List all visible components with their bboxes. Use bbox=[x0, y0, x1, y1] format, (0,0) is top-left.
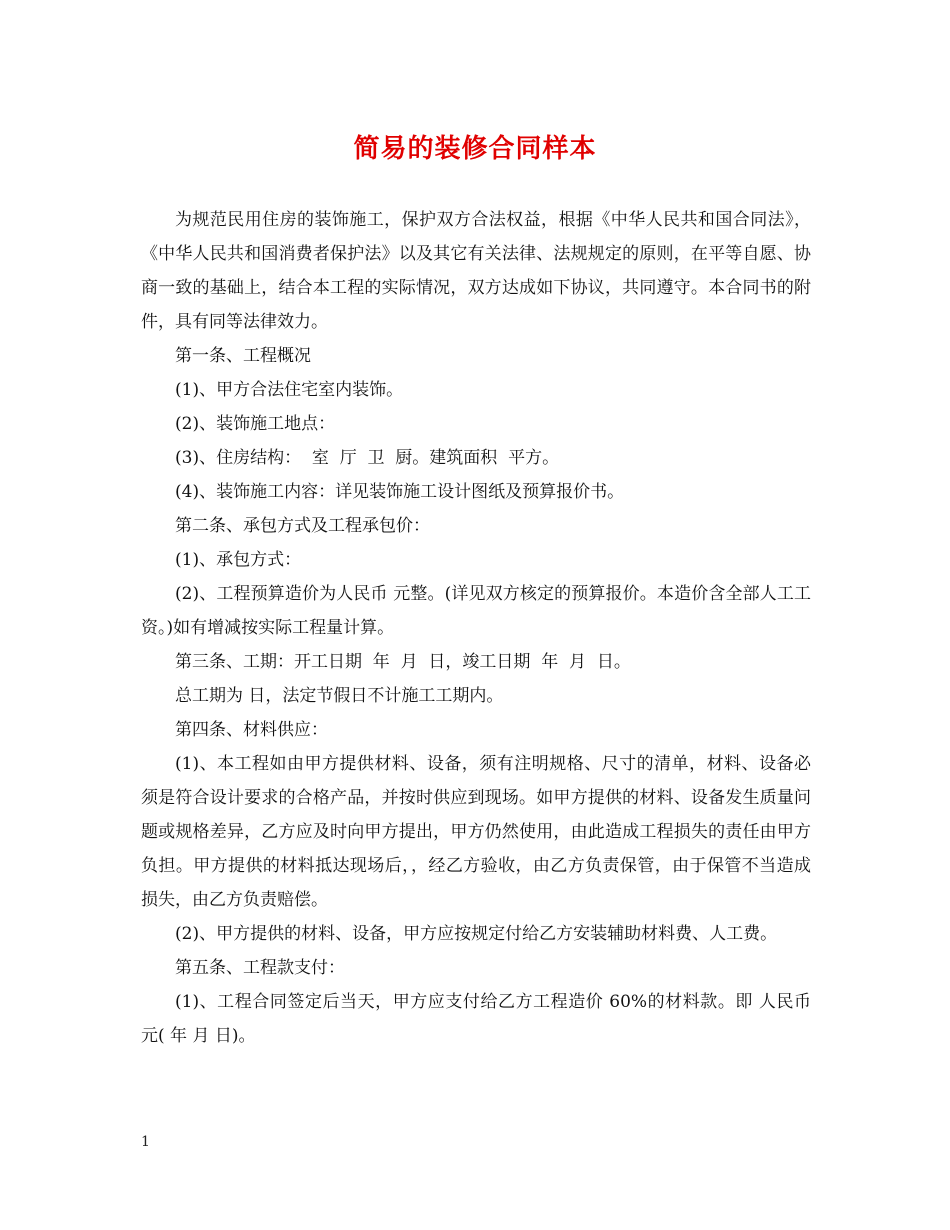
article-1-heading: 第一条、工程概况 bbox=[175, 346, 311, 366]
article-1-item-2: (2)、装饰施工地点： bbox=[175, 414, 336, 434]
article-4-item-2: (2)、甲方提供的材料、设备，甲方应按规定付给乙方安装辅助材料费、人工费。 bbox=[175, 924, 778, 944]
article-3-heading: 第三条、工期：开工日期 年 月 日，竣工日期 年 月 日。 bbox=[175, 652, 631, 672]
article-4-item-1: (1)、本工程如由甲方提供材料、设备，须有注明规格、尺寸的清单，材料、设备必须是符合设计要求的合格产品，并按时供应到现场。如甲方提供的材料、设备发生质量问题或规格差异，乙方应及时向甲方提出，甲方仍然使用，由此造成工程损失的责任由甲方负担。甲方提供的材料抵达现场后，，经乙方验收，由乙方负责保管，由于保管不当造成损失，由乙方负责赔偿。 bbox=[141, 754, 811, 910]
article-4-heading: 第四条、材料供应： bbox=[175, 720, 328, 740]
document-body bbox=[141, 203, 811, 1053]
article-3-total-period: 总工期为 日，法定节假日不计施工工期内。 bbox=[175, 686, 504, 706]
article-2-item-2: (2)、工程预算造价为人民币 元整。(详见双方核定的预算报价。本造价含全部人工工资。)如有增减按实际工程量计算。 bbox=[141, 584, 811, 638]
article-5-item-1: (1)、工程合同签定后当天，甲方应支付给乙方工程造价 60%的材料款。即 人民币 元( 年 月 日)。 bbox=[141, 992, 812, 1046]
preamble-paragraph: 为规范民用住房的装饰施工，保护双方合法权益，根据《中华人民共和国合同法》，《中华人民共和国消费者保护法》以及其它有关法律、法规规定的原则，在平等自愿、协商一致的基础上，结合本工程的实际情况，双方达成如下协议，共同遵守。本合同书的附件，具有同等法律效力。 bbox=[141, 210, 811, 332]
document-title: 简易的装修合同样本 bbox=[353, 134, 597, 164]
article-5-heading: 第五条、工程款支付： bbox=[175, 958, 345, 978]
article-1-item-3: (3)、住房结构： 室 厅 卫 厨。建筑面积 平方。 bbox=[175, 448, 560, 468]
article-2-item-1: (1)、承包方式： bbox=[175, 550, 302, 570]
article-2-heading: 第二条、承包方式及工程承包价： bbox=[175, 516, 430, 536]
page-number: 1 bbox=[141, 1134, 150, 1150]
article-1-item-4: (4)、装饰施工内容：详见装饰施工设计图纸及预算报价书。 bbox=[175, 482, 625, 502]
article-1-item-1: (1)、甲方合法住宅室内装饰。 bbox=[175, 380, 404, 400]
